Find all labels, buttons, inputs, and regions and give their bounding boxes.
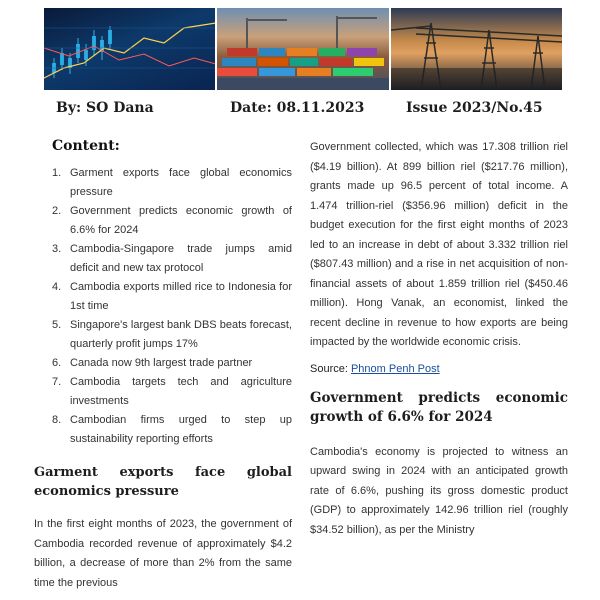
toc-number: 1.	[52, 167, 62, 179]
toc-number: 6.	[52, 357, 62, 369]
contents-heading: Content:	[52, 138, 120, 154]
toc-text: Cambodia targets tech and agriculture investments	[70, 376, 292, 407]
toc-item[interactable]	[52, 240, 292, 278]
left-column	[34, 138, 292, 593]
stock-chart-image	[44, 8, 215, 90]
author: By: SO Dana	[56, 100, 154, 116]
issue-number: Issue 2023/No.45	[406, 100, 543, 116]
toc-item[interactable]	[52, 164, 292, 202]
toc-text: Garment exports face global economics pressure	[70, 167, 292, 198]
right-column	[310, 138, 568, 540]
power-lines-image	[391, 8, 562, 90]
toc-number: 7.	[52, 376, 62, 388]
article-title: Garment exports face global economics pressure	[34, 465, 292, 499]
toc-item[interactable]	[52, 278, 292, 316]
source-link[interactable]: Phnom Penh Post	[350, 362, 440, 375]
toc-item[interactable]	[52, 202, 292, 240]
toc-item[interactable]	[52, 354, 292, 373]
toc-text: Cambodia exports milled rice to Indonesia for 1st time	[70, 281, 292, 312]
issue-meta	[56, 100, 556, 120]
issue-date: Date: 08.11.2023	[230, 100, 365, 116]
toc-text: Canada now 9th largest trade partner	[70, 357, 253, 369]
toc-number: 2.	[52, 205, 62, 217]
toc-text: Cambodia-Singapore trade jumps amid deficit and new tax protocol	[70, 243, 292, 274]
article-body: Cambodia's economy is projected to witness an upward swing in 2024 with an anticipated growth rate of 6.6%, pushing its gross domestic product (GDP) to approximately 142.96 trillion riel (roughly $34.52 billion), as per the Ministry	[310, 445, 568, 536]
article-body-continued: Government collected, which was 17.308 trillion riel ($4.19 billion). At 899 billion riel ($217.76 million), grants made up 96.5 percent of total income. A 1.474 trillion-riel ($356.96 million) deficit in the budget execution for the first eight months of 2023 led to an increase in debt of about 3.332 trillion riel ($807.43 million) and a rise in net acquisition of non-financial assets of about 1.859 trillion riel ($450.46 million). Hong Vanak, an economist, linked the recent decline in revenue to how exports are being impacted by the worldwide economic crisis.	[310, 141, 568, 348]
toc-number: 5.	[52, 319, 62, 331]
toc-number: 4.	[52, 281, 62, 293]
toc-item[interactable]	[52, 316, 292, 354]
toc-item[interactable]	[52, 373, 292, 411]
toc-number: 3.	[52, 243, 62, 255]
table-of-contents	[52, 164, 292, 449]
article-title: Government predicts economic growth of 6.6% for 2024	[310, 389, 568, 425]
container-port-image	[217, 8, 388, 90]
toc-text: Singapore's largest bank DBS beats forecast, quarterly profit jumps 17%	[70, 319, 292, 350]
toc-item[interactable]	[52, 411, 292, 449]
toc-text: Government predicts economic growth of 6.6% for 2024	[70, 205, 292, 236]
header-banner	[44, 8, 562, 90]
toc-number: 8.	[52, 414, 62, 426]
source-label: Source:	[310, 362, 351, 375]
article-source	[310, 363, 568, 375]
toc-text: Cambodian firms urged to step up sustainability reporting efforts	[70, 414, 292, 445]
article-body: In the first eight months of 2023, the government of Cambodia recorded revenue of approximately $4.2 billion, a decrease of more than 2% from the same time the previous	[34, 518, 292, 589]
